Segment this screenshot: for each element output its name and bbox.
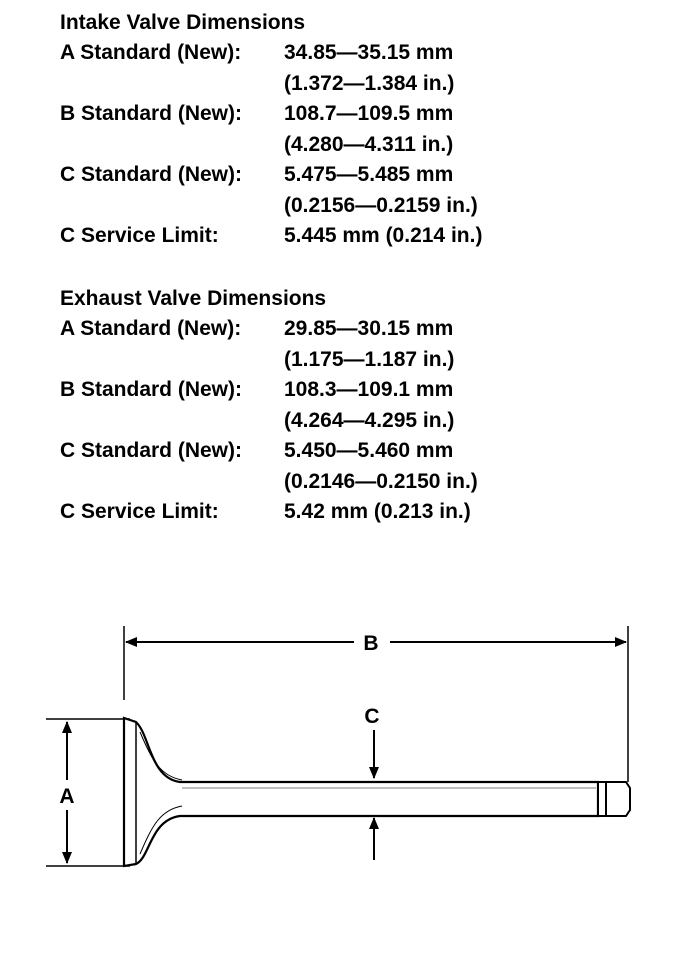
spec-label: B Standard (New): [60,102,243,125]
spec-value: 5.475—5.485 mm [284,163,454,186]
spec-row [60,406,478,437]
spec-label: C Standard (New): [60,163,243,186]
label-b: B [363,632,379,655]
spec-value: 108.7—109.5 mm [284,102,454,125]
spec-value: (1.372—1.384 in.) [284,71,455,95]
spec-value: 108.3—109.1 mm [284,378,454,401]
spec-label [60,406,284,437]
spec-row [60,38,482,69]
spec-value: 29.85—30.15 mm [284,317,454,340]
spec-row [60,221,482,252]
spec-row [60,191,482,222]
intake-spec-block [60,8,482,252]
spec-label: C Service Limit: [60,224,219,247]
spec-row [60,345,478,376]
spec-row [60,497,478,528]
spec-row [60,314,478,345]
spec-label: A Standard (New): [60,317,242,340]
spec-label [60,130,284,161]
label-a: A [59,785,75,808]
label-c: C [364,705,380,728]
exhaust-title: Exhaust Valve Dimensions [60,287,327,310]
spec-value: (4.280—4.311 in.) [284,132,454,156]
valve-diagram [0,600,688,900]
spec-value: 34.85—35.15 mm [284,41,454,64]
exhaust-spec-block [60,284,478,528]
spec-label: B Standard (New): [60,378,243,401]
spec-value: 5.445 mm (0.214 in.) [284,224,483,247]
spec-value: (0.2146—0.2150 in.) [284,469,478,493]
spec-label [60,69,284,100]
spec-label: C Service Limit: [60,500,219,523]
spec-label: A Standard (New): [60,41,242,64]
spec-label: C Standard (New): [60,439,243,462]
spec-row [60,99,482,130]
stem-tip [606,782,630,816]
spec-row [60,436,478,467]
spec-row [60,467,478,498]
spec-label [60,467,284,498]
spec-label [60,345,284,376]
spec-row [60,160,482,191]
spec-value: (1.175—1.187 in.) [284,347,455,371]
spec-value: (0.2156—0.2159 in.) [284,193,478,217]
spec-row [60,69,482,100]
keeper-groove [598,782,606,816]
intake-title: Intake Valve Dimensions [60,11,306,34]
spec-value: 5.450—5.460 mm [284,439,454,462]
spec-row [60,130,482,161]
spec-value: 5.42 mm (0.213 in.) [284,500,471,523]
spec-value: (4.264—4.295 in.) [284,408,455,432]
valve-body [124,718,598,866]
spec-label [60,191,284,222]
spec-row [60,375,478,406]
